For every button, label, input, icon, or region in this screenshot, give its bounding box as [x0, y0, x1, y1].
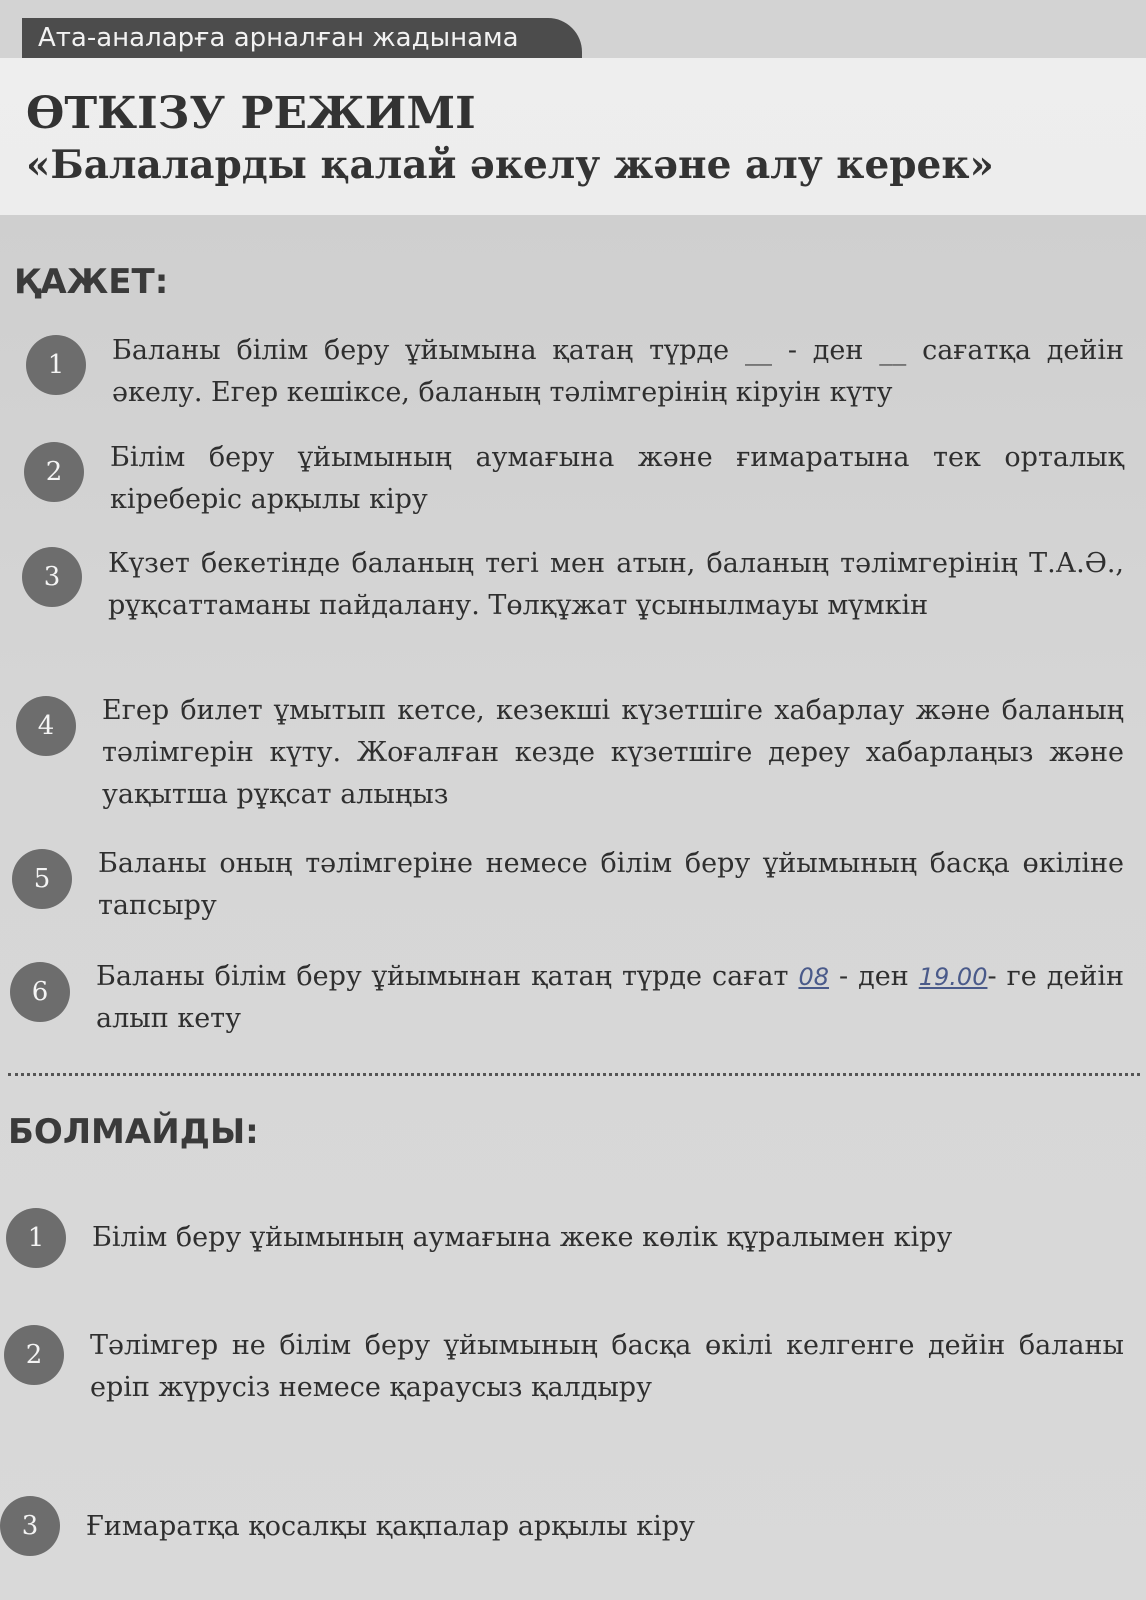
- number-badge: 3: [0, 1496, 60, 1556]
- required-item-text: Баланы оның тәлімгеріне немесе білім беру ұйымының басқа өкіліне тапсыру: [98, 848, 1124, 921]
- required-item-text: Күзет бекетінде баланың тегі мен атын, баланың тәлімгерінің Т.А.Ә., рұқсаттаманы пайдалану. Төлқұжат ұсынылмауы мүмкін: [108, 548, 1124, 621]
- required-item-text: Егер билет ұмытып кетсе, кезекші күзетшіге хабарлау және баланың тәлімгерін күту. Жоғалған кезде күзетшіге дереу хабарлаңыз және уақытша рұқсат алыңыз: [102, 695, 1124, 810]
- header-tab: Ата-аналарға арналған жадынама: [22, 18, 582, 58]
- number-badge: 2: [24, 442, 84, 502]
- handwritten-start-time: 08: [798, 963, 829, 991]
- required-item-text: [96, 956, 1124, 1040]
- required-item-3: [22, 543, 1124, 627]
- number-badge: 3: [22, 547, 82, 607]
- number-badge: 1: [6, 1208, 66, 1268]
- text-part: - ден: [828, 961, 919, 992]
- forbidden-item-text: Тәлімгер не білім беру ұйымының басқа өкілі келгенге дейін баланы еріп жүрусіз немесе қараусыз қалдыру: [90, 1330, 1124, 1403]
- page-subtitle: «Балаларды қалай әкелу және алу керек»: [26, 142, 994, 188]
- required-item-6: [10, 956, 1124, 1040]
- forbidden-item-1: [6, 1208, 1124, 1268]
- number-badge: 1: [26, 335, 86, 395]
- section-divider: [8, 1073, 1140, 1076]
- page-title: ӨТКІЗУ РЕЖИМІ: [26, 88, 476, 139]
- number-badge: 4: [16, 696, 76, 756]
- forbidden-heading: БОЛМАЙДЫ:: [8, 1112, 259, 1152]
- number-badge: 5: [12, 849, 72, 909]
- number-badge: 2: [4, 1325, 64, 1385]
- forbidden-item-text: Ғимаратқа қосалқы қақпалар арқылы кіру: [86, 1511, 695, 1542]
- number-badge: 6: [10, 962, 70, 1022]
- required-item-5: [12, 843, 1124, 927]
- text-part: - ге дейін алып кету: [96, 961, 1124, 1034]
- handwritten-end-time: 19.00: [918, 963, 988, 991]
- forbidden-item-2: [4, 1325, 1124, 1409]
- forbidden-item-text: Білім беру ұйымының аумағына жеке көлік құралымен кіру: [92, 1222, 953, 1253]
- required-heading: ҚАЖЕТ:: [14, 262, 169, 302]
- required-item-4: [16, 690, 1124, 816]
- required-item-text: Баланы білім беру ұйымына қатаң түрде __ - ден __ сағатқа дейін әкелу. Егер кешіксе, баланың тәлімгерінің кіруін күту: [112, 335, 1124, 408]
- required-item-2: [24, 437, 1124, 521]
- required-item-text: Білім беру ұйымының аумағына және ғимаратына тек орталық кіреберіс арқылы кіру: [110, 442, 1124, 515]
- required-item-1: [26, 330, 1124, 414]
- forbidden-item-3: [0, 1496, 1124, 1556]
- text-part: Баланы білім беру ұйымынан қатаң түрде сағат: [96, 961, 799, 992]
